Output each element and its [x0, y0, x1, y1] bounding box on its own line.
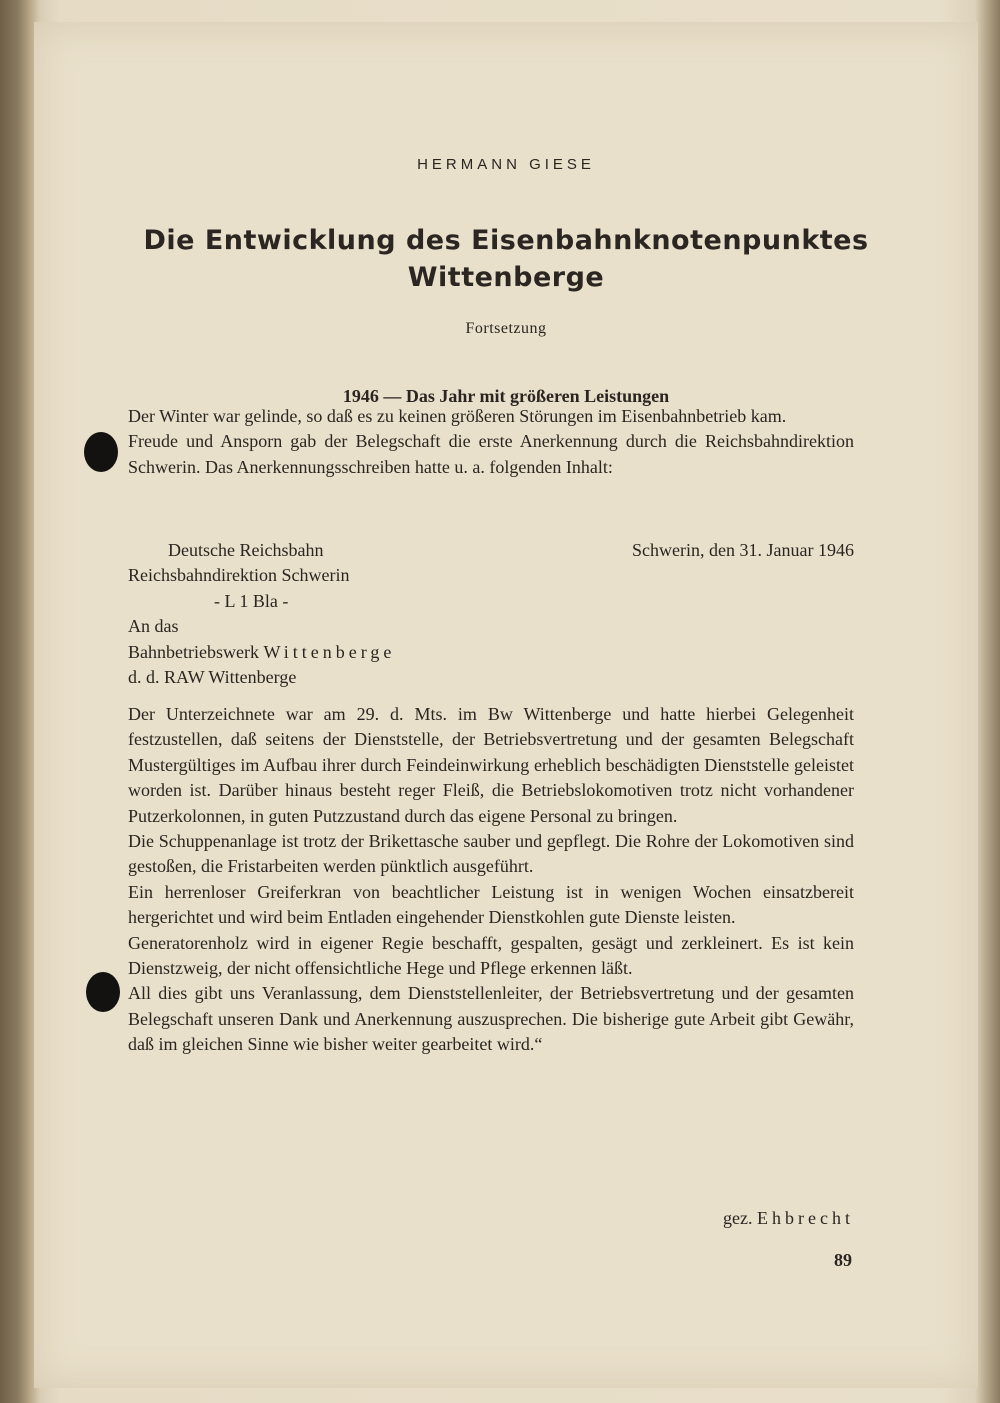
letter-paragraph: Ein herrenloser Greiferkran von beachtlicher Leistung ist in wenigen Wochen einsatzbereit hergerichtet und wird beim Entladen eingehender Dienstkohlen gute Dienste leisten.	[128, 881, 854, 928]
page-number: 89	[834, 1250, 852, 1270]
signature	[723, 1208, 854, 1229]
sender-line-2: Reichsbahndirektion Schwerin	[128, 565, 350, 586]
reference-code: - L 1 Bla -	[214, 590, 289, 611]
signature-prefix: gez.	[723, 1208, 753, 1228]
article-title	[34, 222, 978, 296]
letter-paragraph: Generatorenholz wird in eigener Regie beschafft, gespalten, gesägt und zerkleinert. Es ist kein Dienstzweig, der nicht offensichtliche Hege und Pflege erkennen läßt.	[128, 932, 854, 979]
author-name: HERMANN GIESE	[417, 156, 595, 173]
recipient-line-2-prefix: Bahnbetriebswerk	[128, 641, 259, 662]
signature-name: Ehbrecht	[757, 1208, 854, 1228]
intro-paragraph: Der Winter war gelinde, so daß es zu keinen größeren Störungen im Eisenbahnbetrieb kam.	[128, 406, 787, 426]
letter-paragraph: All dies gibt uns Veranlassung, dem Dienststellenleiter, der Betriebsvertretung und der gesamten Belegschaft unseren Dank und Anerkennung auszusprechen. Die bisherige gute Arbeit gibt Gewähr, daß im gleichen Sinne wie bisher weiter gearbeitet wird.“	[128, 983, 854, 1055]
letter-paragraph: Der Unterzeichnete war am 29. d. Mts. im Bw Wittenberge und hatte hierbei Gelegenheit festzustellen, daß seitens der Dienststelle, der Betriebsvertretung und der gesamten Belegschaft Mustergültiges im Aufbau ihrer durch Feindeinwirkung erheblich beschädigten Dienststelle geleistet worden ist. Darüber hinaus besteht reger Fleiß, die Betriebslokomotiven trotz nicht vorhandener Putzerkolonnen, in guten Putzzustand durch das eigene Personal zu bringen.	[128, 704, 854, 826]
recipient-line-3: d. d. RAW Wittenberge	[128, 666, 297, 687]
punch-hole-bottom	[86, 972, 120, 1012]
punch-hole-top	[84, 432, 118, 472]
letter-paragraph: Die Schuppenanlage ist trotz der Brikettasche sauber und gepflegt. Die Rohre der Lokomotiven sind gestoßen, die Fristarbeiten werden pünktlich ausgeführt.	[128, 831, 854, 877]
letter-body	[128, 702, 854, 1058]
recipient-line-1: An das	[128, 616, 179, 637]
article-subtitle: Fortsetzung	[465, 320, 547, 337]
title-line-1: Die Entwicklung des Eisenbahnknotenpunktes	[143, 225, 869, 256]
recipient-line-2-name: Wittenberge	[263, 641, 396, 662]
sender-line-1: Deutsche Reichsbahn	[168, 540, 324, 560]
intro-paragraph: Freude und Ansporn gab der Belegschaft die erste Anerkennung durch die Reichsbahndirektion Schwerin. Das Anerkennungsschreiben hatte u. a. folgenden Inhalt:	[128, 431, 854, 477]
section-heading: 1946 — Das Jahr mit größeren Leistungen	[342, 386, 670, 406]
letter-header	[128, 538, 854, 690]
intro-text	[128, 404, 854, 480]
title-line-2: Wittenberge	[407, 262, 605, 293]
place-date: Schwerin, den 31. Januar 1946	[632, 540, 854, 560]
